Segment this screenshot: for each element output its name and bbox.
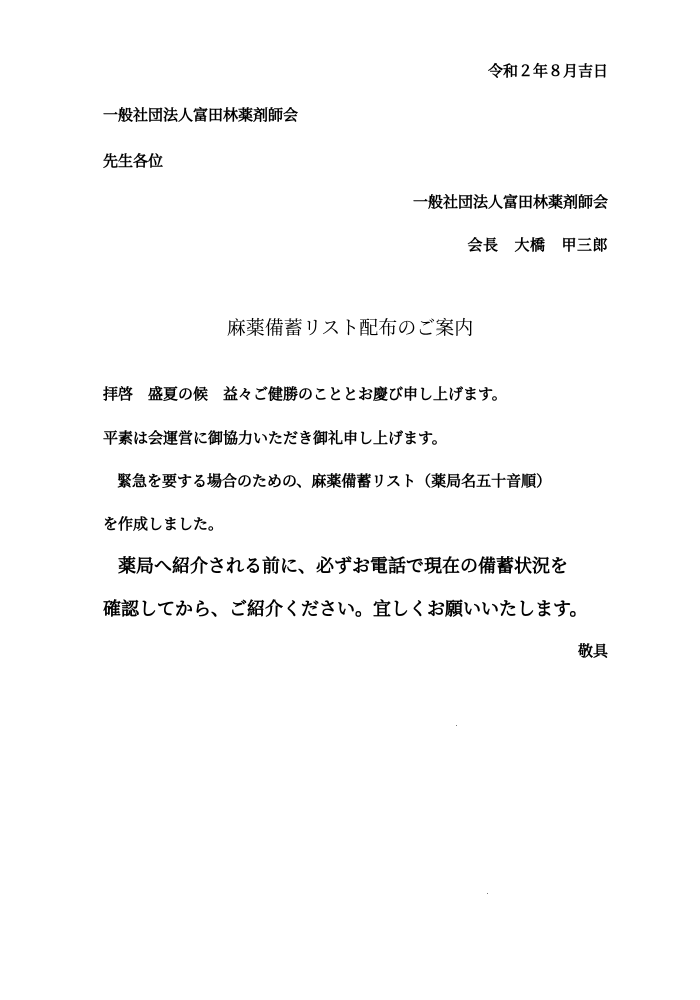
letter-closing: 敬具 xyxy=(577,642,608,660)
sender-role: 会長 xyxy=(467,236,499,254)
recipient-honorific: 先生各位 xyxy=(103,152,164,170)
scan-speck xyxy=(487,893,488,894)
body-line-greeting: 拝啓 盛夏の候 益々ご健勝のこととお慶び申し上げます。 xyxy=(103,385,507,403)
emphasis-line-confirm: 確認してから、ご紹介ください。宜しくお願いいたします。 xyxy=(103,599,588,620)
letter-date: 令和２年８月吉日 xyxy=(487,62,608,80)
body-line-purpose: 緊急を要する場合のための、麻薬備蓄リスト（薬局名五十音順） xyxy=(117,472,552,490)
sender-given-name: 甲三郎 xyxy=(561,236,608,254)
recipient-organization: 一般社団法人富田林薬剤師会 xyxy=(103,106,299,124)
scan-speck xyxy=(456,725,457,726)
sender-organization: 一般社団法人富田林薬剤師会 xyxy=(412,193,608,211)
emphasis-line-call-first: 薬局へ紹介される前に、必ずお電話で現在の備蓄状況を xyxy=(118,556,568,577)
sender-surname: 大橋 xyxy=(514,236,546,254)
body-line-thanks: 平素は会運営に御協力いただき御礼申し上げます。 xyxy=(103,429,447,447)
body-line-created: を作成しました。 xyxy=(103,515,224,533)
sender-signature xyxy=(467,235,608,255)
letter-title: 麻薬備蓄リスト配布のご案内 xyxy=(226,317,474,339)
